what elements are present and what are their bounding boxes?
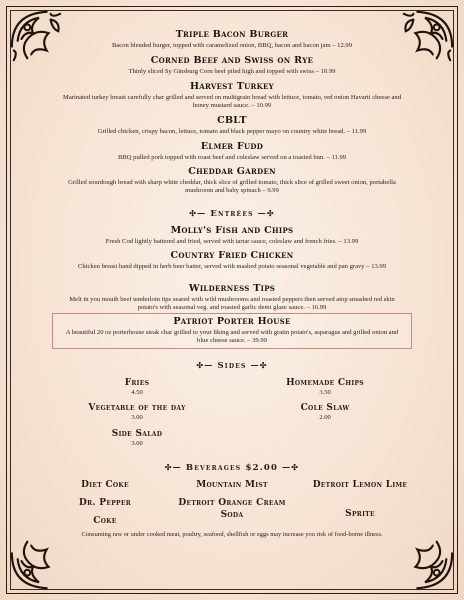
- item-description: Fresh Cod lightly battered and fried, served with tartar sauce, coleslaw and french fries. – 13.99: [105, 238, 359, 245]
- flourish-icon: —✣: [257, 208, 275, 218]
- item-description: Grilled sourdough bread with sharp white cheddar, thick slice of grilled tomato, thick slice of grilled sweet onion, portabella mushroom and baby spinach – 9.99: [68, 179, 396, 195]
- side-item: [62, 429, 212, 448]
- corner-ornament-icon: [8, 534, 66, 592]
- beverage-item: Sprite: [345, 509, 375, 519]
- item-name: Wilderness Tips: [188, 283, 276, 294]
- side-item: [250, 378, 400, 397]
- side-price: 3.00: [131, 414, 143, 421]
- item-name: Cheddar Garden: [188, 166, 276, 177]
- sandwich-item: [60, 81, 404, 110]
- sandwich-item: [56, 55, 408, 76]
- item-name: Country Fried Chicken: [170, 250, 294, 261]
- side-price: 3.00: [131, 440, 143, 447]
- entree-item: [60, 283, 404, 312]
- side-name: Homemade Chips: [286, 378, 364, 388]
- entree-item: [60, 250, 404, 271]
- item-description: A beautiful 20 oz porterhouse steak char grilled to your liking and served with gratin potato's, asparagus and grilled onion and blue cheese sauce. – 39.99: [65, 329, 399, 345]
- item-name: Elmer Fudd: [200, 141, 264, 152]
- entrees-heading: ✣— Entrées —✣: [189, 208, 275, 219]
- item-name: Patriot Porter House: [173, 316, 291, 327]
- side-name: Cole Slaw: [300, 403, 350, 413]
- item-name: Harvest Turkey: [190, 81, 274, 92]
- sides-heading: ✣— Sides —✣: [196, 360, 268, 371]
- beverage-item: Detroit Orange Cream Soda: [178, 498, 286, 520]
- flourish-icon: —✣: [250, 360, 268, 370]
- side-price: 4.50: [131, 389, 143, 396]
- flourish-icon: ✣—: [196, 360, 214, 370]
- item-description: BBQ pulled pork topped with roast beef and coleslaw served on a toasted bun. – 11.99: [117, 154, 347, 161]
- item-description: Bacon blended burger, topped with caramelized onion, BBQ, bacon and bacon jam – 12.99: [111, 42, 353, 49]
- item-name: Molly's Fish and Chips: [170, 225, 294, 236]
- side-item: [62, 378, 212, 397]
- featured-item: [60, 316, 404, 345]
- flourish-icon: ✣—: [164, 462, 182, 472]
- food-safety-disclaimer: Consuming raw or under cooked meat, poultry, seafood, shellfish or eggs may increase you risk of food-borne illness.: [81, 531, 383, 538]
- item-description: Melt in you mouth beef tenderloin tips seared with wild mushrooms and roasted peppers then served atop smashed red skin potato's with seasonal veg. and roasted garlic demi glaze sauce. – 16.99: [69, 296, 395, 312]
- sandwich-item: [56, 115, 408, 136]
- flourish-icon: ✣—: [189, 208, 207, 218]
- side-price: 2.00: [319, 414, 331, 421]
- item-description: Chicken breast hand dipped in herb beer batter, served with mashed potato seasonal vegetable and pan gravy – 13.99: [77, 263, 387, 270]
- side-name: Vegetable of the day: [88, 403, 186, 413]
- beverage-item: Diet Coke: [81, 480, 129, 490]
- item-description: Marinated turkey breast carefully char grilled and served on multigrain bread with lettuce, tomato, red onion Havarti cheese and honey mustard sauce. – 10.99: [63, 94, 401, 110]
- beverage-item: Dr. Pepper: [79, 498, 131, 508]
- side-name: Side Salad: [111, 429, 163, 439]
- beverage-item: Coke: [93, 516, 117, 526]
- beverage-item: Detroit Lemon Lime: [312, 480, 408, 490]
- side-name: Fries: [124, 378, 150, 388]
- beverages-heading: ✣— Beverages $2.00 —✣: [164, 462, 300, 473]
- side-price: 3.50: [319, 389, 331, 396]
- sandwich-item: [56, 141, 408, 162]
- sandwich-item: [56, 29, 408, 50]
- side-item: [250, 403, 400, 422]
- sandwich-item: [60, 166, 404, 195]
- corner-ornament-icon: [398, 534, 456, 592]
- entree-item: [56, 225, 408, 246]
- flourish-icon: —✣: [282, 462, 300, 472]
- item-name: Triple Bacon Burger: [175, 29, 289, 40]
- side-item: [62, 403, 212, 422]
- item-name: CBLT: [217, 115, 247, 126]
- item-description: Thinly sliced Sy Ginsburg Corn beef piled high and topped with swiss – 10.99: [128, 68, 336, 75]
- item-name: Corned Beef and Swiss on Rye: [150, 55, 314, 66]
- beverage-item: Mountain Mist: [196, 480, 268, 490]
- item-description: Grilled chicken, crispy bacon, lettuce, tomato and black pepper mayo on country white bread. – 11.99: [97, 128, 367, 135]
